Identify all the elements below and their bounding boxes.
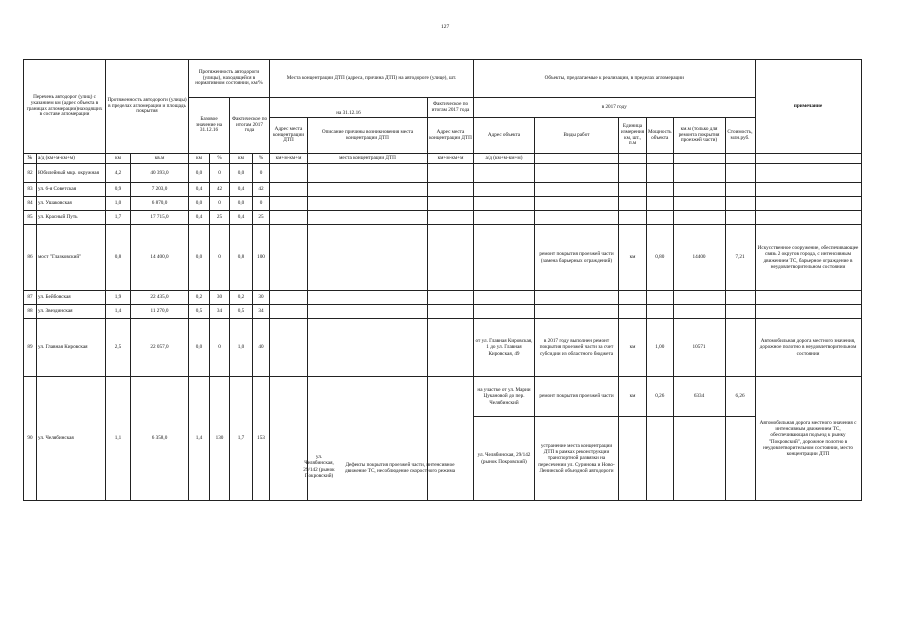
unit-km-2: км: [189, 154, 210, 164]
header-obekty: Объекты, предлагаемые к реализации, в пределах агломерации: [474, 60, 756, 98]
unit: км: [619, 319, 647, 377]
fact-pct: 42: [253, 183, 270, 197]
cost: 6,26: [725, 377, 755, 417]
fact-pct: 40: [253, 319, 270, 377]
object-address: ул. Челябинская, 29/142 (рынок Покровский): [474, 417, 535, 501]
row-number: 90: [24, 377, 37, 501]
road-name: ул. Бейбовская: [37, 291, 106, 305]
header-fakt2017: Фактическое по итогам 2017 года: [230, 98, 270, 154]
table-row: [24, 197, 862, 211]
work-type: устранение места концентрации ДТП в рамках реконструкции транспортной развязки на пересечении ул. Суринова и Ново-Ленинской объездной автодороги: [535, 417, 619, 501]
row-number: 89: [24, 319, 37, 377]
road-area: 40 393,0: [131, 164, 189, 183]
note: Автомобильная дорога местного значения с интенсивным движением ТС, обеспечивающая подъезд к рынку "Покровский", дорожное полотно в неудовлетворительном состоянии, место концентрации ДТП: [755, 377, 861, 501]
fact-km: 0,5: [230, 305, 253, 319]
header-opisanie: Описание причины возникновения места концентрации ДТП: [308, 118, 428, 154]
road-length: 1,7: [106, 211, 131, 225]
road-length: 0,8: [106, 225, 131, 291]
road-name: ул. 6-я Советская: [37, 183, 106, 197]
unit: км: [619, 225, 647, 291]
table-row: [24, 211, 862, 225]
road-length: 4,2: [106, 164, 131, 183]
table-row: [24, 164, 862, 183]
unit-kvm: кв.м: [131, 154, 189, 164]
base-km: 0,4: [189, 211, 210, 225]
fact-pct: 0: [253, 197, 270, 211]
base-km: 0,0: [189, 319, 210, 377]
road-length: 1,9: [106, 291, 131, 305]
unit: км: [619, 377, 647, 417]
unit-pct: %: [210, 154, 230, 164]
road-area: 7 203,0: [131, 183, 189, 197]
road-length: 1,1: [106, 377, 131, 501]
table-row: [24, 305, 862, 319]
fact-pct: 100: [253, 225, 270, 291]
work-type: ремонт покрытия проезжей части: [535, 377, 619, 417]
road-name: ул. Красный Путь: [37, 211, 106, 225]
unit-km-3: км: [230, 154, 253, 164]
unit-kmm-2: км+м-км+м: [428, 154, 474, 164]
road-name: ул. Звездинская: [37, 305, 106, 319]
row-number: 83: [24, 183, 37, 197]
base-km: 0,0: [189, 225, 210, 291]
road-name: Юбилейный мкр. окружная: [37, 164, 106, 183]
cost: 7,21: [725, 225, 755, 291]
work-type: ремонт покрытия проезжей части (замена барьерных ограждений): [535, 225, 619, 291]
road-length: 2,5: [106, 319, 131, 377]
road-area: 11 270,0: [131, 305, 189, 319]
capacity: 1,00: [647, 319, 674, 377]
fact-km: 0,0: [230, 197, 253, 211]
header-adres-mesta-2: Адрес места концентрации ДТП: [428, 118, 474, 154]
road-length: 1,4: [106, 305, 131, 319]
base-pct: 0: [210, 197, 230, 211]
table-row: [24, 291, 862, 305]
header-v2017: в 2017 году: [474, 98, 756, 118]
base-km: 0,0: [189, 164, 210, 183]
capacity: 0,80: [647, 225, 674, 291]
table-row: [24, 319, 862, 377]
road-area: 6 870,0: [131, 197, 189, 211]
unit-ad-2: а/д (км+м-км+м): [474, 154, 535, 164]
fact-pct: 0: [253, 164, 270, 183]
table-row: [24, 225, 862, 291]
fact-km: 0,0: [230, 164, 253, 183]
header-perechen: Перечень автодорог (улиц) с указанием км (адрес объекта в границах агломерации)находящих в составе агломерации: [24, 60, 106, 154]
header-fakt-dtp: Фактическое по итогам 2017 года: [428, 98, 474, 118]
fact-km: 0,4: [230, 183, 253, 197]
road-area: 22 057,0: [131, 319, 189, 377]
note: Автомобильная дорога местного значения, дорожное полотно в неудовлетворительном состоянии: [755, 319, 861, 377]
base-pct: 0: [210, 319, 230, 377]
fact-pct: 34: [253, 305, 270, 319]
road-name: мост "Глазковский": [37, 225, 106, 291]
header-edinica: Единица измерения км, шт., п.м: [619, 118, 647, 154]
road-area: 22 435,0: [131, 291, 189, 305]
base-km: 0,0: [189, 197, 210, 211]
work-type: в 2017 году выполнен ремонт покрытия проезжей части за счет субсидии из областного бюджета: [535, 319, 619, 377]
base-km: 0,5: [189, 305, 210, 319]
row-number: 84: [24, 197, 37, 211]
base-pct: 130: [210, 377, 230, 501]
base-km: 0,2: [189, 291, 210, 305]
header-adres-mesta: Адрес места концентрации ДТП: [270, 118, 308, 154]
row-number: 87: [24, 291, 37, 305]
header-adres-obekta: Адрес объекта: [474, 118, 535, 154]
area-sqm: 10571: [673, 319, 725, 377]
row-number: 82: [24, 164, 37, 183]
fact-km: 0,2: [230, 291, 253, 305]
row-number: 88: [24, 305, 37, 319]
header-stoimost: Стоимость, млн.руб.: [725, 118, 755, 154]
fact-km: 0,4: [230, 211, 253, 225]
unit-kmm: км+м-км+м: [270, 154, 308, 164]
road-length: 0,9: [106, 183, 131, 197]
unit-mesta: места концентрации ДТП: [308, 154, 428, 164]
capacity: 0,26: [647, 377, 674, 417]
unit-km: км: [106, 154, 131, 164]
cost: [725, 319, 755, 377]
header-normativ: Протяженность автодороги (улицы), находящейся в нормативном состоянии, км/%: [189, 60, 270, 98]
fact-pct: 25: [253, 211, 270, 225]
base-km: 0,4: [189, 183, 210, 197]
road-area: 6 358,0: [131, 377, 189, 501]
base-pct: 0: [210, 164, 230, 183]
unit-ad: а/д (км+м-км+м): [37, 154, 106, 164]
fact-km: 1,0: [230, 319, 253, 377]
fact-km: 1,7: [230, 377, 253, 501]
header-vidy-rabot: Виды работ: [535, 118, 619, 154]
header-primechanie: примечание: [755, 60, 861, 154]
header-protyazhennost: Протяженность автодороги (улицы) в пределах агломерации и площадь покрытия: [106, 60, 189, 154]
road-length: 1,0: [106, 197, 131, 211]
table-row: [24, 183, 862, 197]
object-address: от ул. Главная Кировская, 1 до ул. Главная Кировская, 49: [474, 319, 535, 377]
header-km-remont: км.м (только для ремонта покрытия проезжей части): [673, 118, 725, 154]
unit-no: №: [24, 154, 37, 164]
base-pct: 25: [210, 211, 230, 225]
road-name: ул. Главная Кировская: [37, 319, 106, 377]
header-moshnost: Мощность объекта: [647, 118, 674, 154]
table-row: [24, 377, 862, 417]
road-area: 14 400,0: [131, 225, 189, 291]
dtp-address: ул. Челябинская, 29/142 (рынок Покровский): [303, 454, 335, 479]
object-address: на участке от ул. Марии Цукановой до пер. Челябинский: [474, 377, 535, 417]
header-na31: на 31.12.16: [270, 98, 428, 118]
road-name: ул. Ушаковская: [37, 197, 106, 211]
base-pct: 34: [210, 305, 230, 319]
base-pct: 0: [210, 225, 230, 291]
unit-pct-2: %: [253, 154, 270, 164]
row-number: 85: [24, 211, 37, 225]
area-sqm: 14400: [673, 225, 725, 291]
base-km: 1,4: [189, 377, 210, 501]
fact-pct: 153: [253, 377, 270, 501]
header-dtp: Места концентрации ДТП (адреса, причина ДТП) на автодороге (улице), шт.: [270, 60, 474, 98]
header-bazovoe: Базовое значение на 31.12.16: [189, 98, 230, 154]
area-sqm: 6334: [673, 377, 725, 417]
page-number: 127: [441, 24, 450, 30]
dtp-description: Дефекты покрытия проезжей части, интенсивное движение ТС, несоблюдение скоростного режима: [344, 462, 456, 475]
base-pct: 30: [210, 291, 230, 305]
road-name: ул. Челябинская: [37, 377, 106, 501]
road-objects-table: [23, 59, 862, 501]
base-pct: 42: [210, 183, 230, 197]
fact-km: 0,8: [230, 225, 253, 291]
fact-pct: 30: [253, 291, 270, 305]
road-area: 17 715,0: [131, 211, 189, 225]
note: Искусственное сооружение, обеспечивающее связь 2 округов города, с интенсивным движением ТС, барьерное ограждение в неудовлетворительном состоянии: [755, 225, 861, 291]
row-number: 86: [24, 225, 37, 291]
